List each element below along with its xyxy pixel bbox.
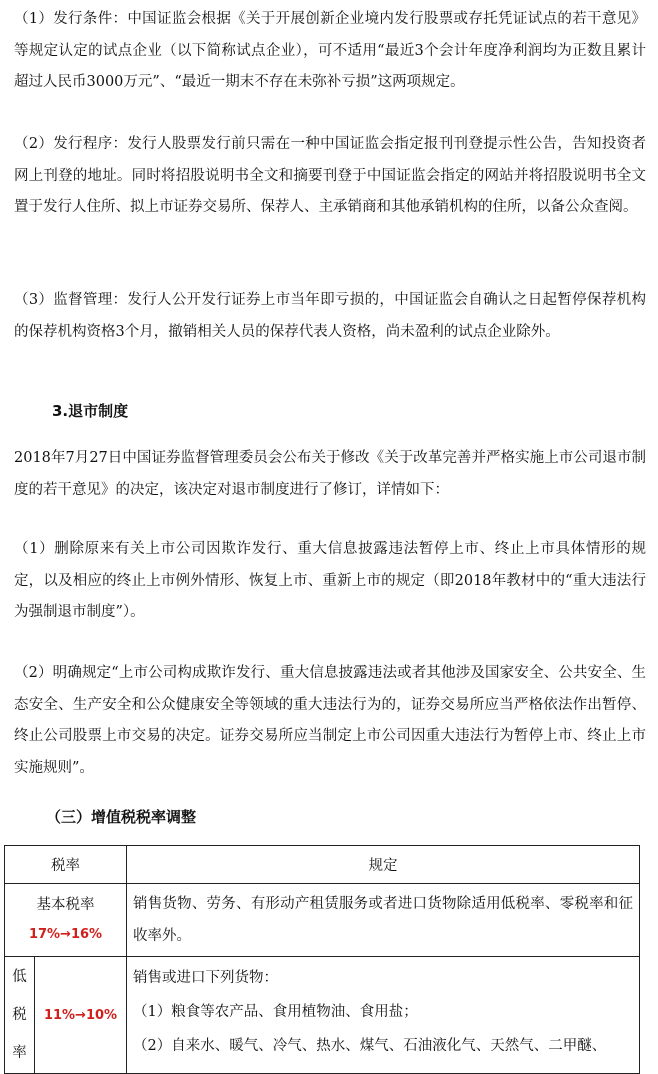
- low-rate-label-char-2: 税: [12, 1007, 27, 1023]
- low-rate-label-char-1: 低: [12, 969, 27, 985]
- paragraph-supervision: （3）监督管理：发行人公开发行证券上市当年即亏损的，中国证监会自确认之日起暂停保荐机构的保荐机构资格3个月，撤销相关人员的保荐代表人资格，尚未盈利的试点企业除外。: [14, 292, 646, 340]
- paragraph-delisting-item-1: （1）删除原来有关上市公司因欺诈发行、重大信息披露违法暂停上市、终止上市具体情形的规定，以及相应的终止上市例外情形、恢复上市、重新上市的规定（即2018年教材中的“重大违法行为强制退市制度”）。: [14, 541, 646, 620]
- low-rate-label-char-3: 率: [12, 1045, 27, 1061]
- heading-delisting-system: 3.退市制度: [52, 402, 129, 420]
- low-rate-rule-line-2: （1）粮食等农产品、食用植物油、食用盐；: [133, 1004, 418, 1020]
- vat-rate-table: [4, 845, 640, 1074]
- basic-rate-label: 基本税率: [36, 897, 95, 913]
- header-tax-rate: 税率: [5, 846, 127, 884]
- header-rules: 规定: [127, 846, 640, 884]
- low-rate-rule-line-3: （2）自来水、暖气、冷气、热水、煤气、石油液化气、天然气、二甲醚、: [133, 1038, 607, 1054]
- table-row-low-rate: [5, 957, 640, 1074]
- table-header-row: [5, 846, 640, 884]
- paragraph-issuance-procedure: （2）发行程序：发行人股票发行前只需在一种中国证监会指定报刊刊登提示性公告，告知投资者网上刊登的地址。同时将招股说明书全文和摘要刊登于中国证监会指定的网站并将招股说明书全文置于发行人住所、拟上市证券交易所、保荐人、主承销商和其他承销机构的住所，以备公众查阅。: [14, 136, 646, 215]
- paragraph-delisting-item-2: （2）明确规定“上市公司构成欺诈发行、重大信息披露违法或者其他涉及国家安全、公共安全、生态安全、生产安全和公众健康安全等领域的重大违法行为的，证券交易所应当严格依法作出暂停、终止公司股票上市交易的决定。证券交易所应当制定上市公司因重大违法行为暂停上市、终止上市实施规则”。: [14, 665, 646, 776]
- paragraph-issuance-conditions: （1）发行条件：中国证监会根据《关于开展创新企业境内发行股票或存托凭证试点的若干意见》等规定认定的试点企业（以下简称试点企业），可不适用“最近3个会计年度净利润均为正数且累计超过人民币3000万元”、“最近一期末不存在未弥补亏损”这两项规定。: [14, 11, 646, 90]
- paragraph-delisting-intro: 2018年7月27日中国证券监督管理委员会公布关于修改《关于改革完善并严格实施上市公司退市制度的若干意见》的决定，该决定对退市制度进行了修订，详情如下：: [14, 450, 646, 498]
- low-rate-change: 11%→10%: [35, 957, 127, 1074]
- low-rate-rule-cell: [127, 957, 640, 1074]
- table-row-basic-rate: [5, 884, 640, 957]
- basic-rate-rule: 销售货物、劳务、有形动产租赁服务或者进口货物除适用低税率、零税率和征收率外。: [127, 884, 640, 957]
- low-rate-rule-line-1: 销售或进口下列货物：: [133, 970, 278, 986]
- basic-rate-cell: [5, 884, 127, 957]
- basic-rate-change: 17%→16%: [28, 927, 103, 942]
- heading-vat-rate-adjustment: （三）增值税税率调整: [46, 808, 197, 826]
- low-rate-label-cell: [5, 957, 35, 1074]
